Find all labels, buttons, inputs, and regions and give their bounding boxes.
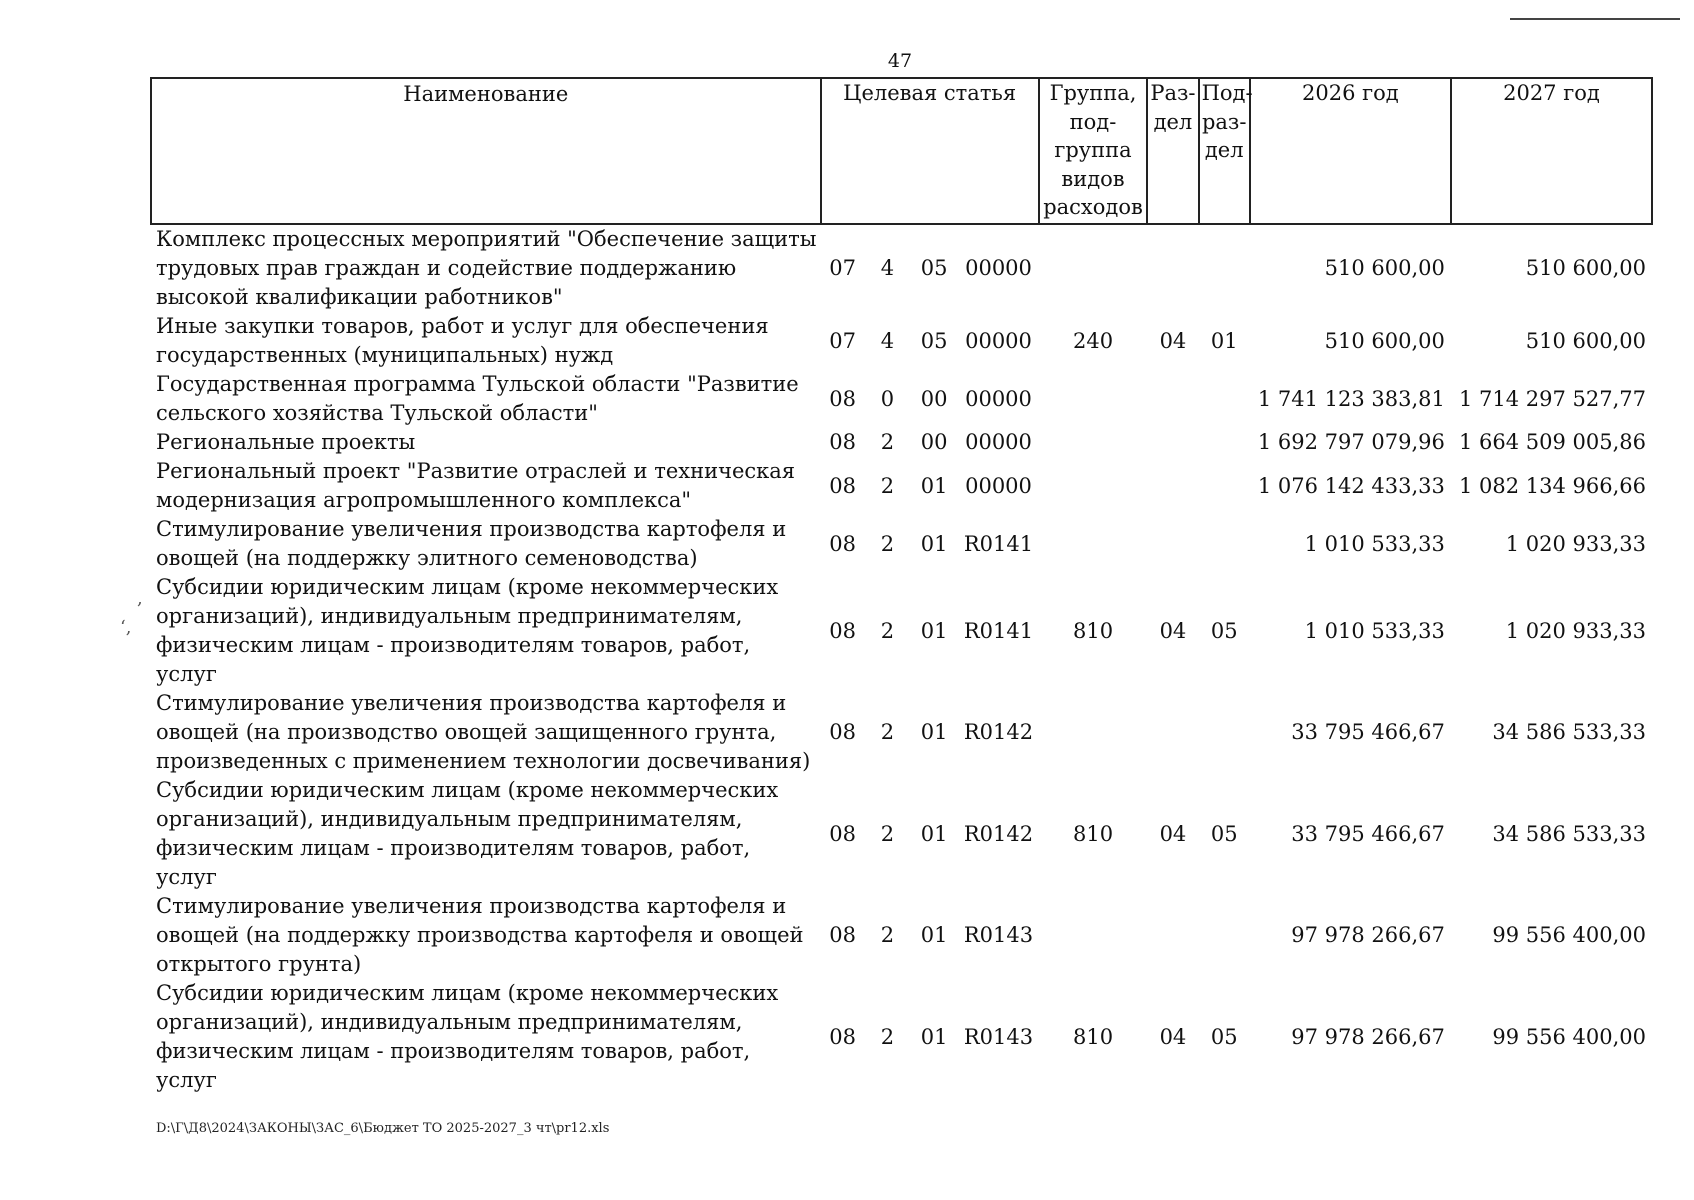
code-p2: 2	[880, 473, 895, 498]
group-code	[1039, 515, 1148, 573]
header-subsection: Под- раз- дел	[1199, 78, 1250, 224]
amount-2026: 33 795 466,67	[1291, 821, 1445, 846]
row-name: Региональный проект "Развитие отраслей и техническая модернизация агропромышленного комплекса"	[156, 459, 796, 512]
header-name: Наименование	[151, 78, 821, 224]
group-code	[1039, 892, 1148, 979]
code-p4: 00000	[965, 386, 1032, 411]
section-code: 04	[1159, 328, 1187, 353]
subsection-code	[1199, 892, 1250, 979]
code-p4: 00000	[965, 473, 1032, 498]
code-p2: 2	[880, 821, 895, 846]
subsection-code: 05	[1210, 821, 1238, 846]
code-p3: 01	[920, 821, 948, 846]
row-name: Региональные проекты	[156, 430, 416, 454]
row-name: Субсидии юридическим лицам (кроме некоммерческих организаций), индивидуальным предпринимателям, физическим лицам - производителям товаров, работ, услуг	[156, 575, 779, 686]
amount-2027: 34 586 533,33	[1492, 821, 1646, 846]
code-p2: 2	[880, 720, 895, 744]
amount-2026: 510 600,00	[1324, 256, 1445, 280]
header-section: Раз- дел	[1147, 78, 1198, 224]
code-p2: 2	[880, 1024, 895, 1049]
amount-2027: 1 714 297 527,77	[1458, 386, 1646, 411]
amount-2026: 97 978 266,67	[1291, 1024, 1445, 1049]
code-p3: 00	[920, 430, 948, 454]
group-code: 810	[1072, 618, 1114, 643]
code-p1: 07	[829, 256, 857, 280]
code-p1: 08	[829, 618, 857, 643]
section-code	[1147, 428, 1198, 457]
code-p3: 05	[920, 256, 948, 280]
code-p3: 00	[920, 386, 948, 411]
code-p1: 08	[829, 923, 857, 947]
code-p3: 05	[920, 328, 948, 353]
row-name: Стимулирование увеличения производства картофеля и овощей (на поддержку производства картофеля и овощей открытого грунта)	[156, 894, 804, 976]
code-p3: 01	[920, 473, 948, 498]
top-rule	[1510, 18, 1680, 20]
section-code	[1147, 457, 1198, 515]
code-p4: R0142	[963, 821, 1034, 846]
code-p4: 00000	[965, 256, 1032, 280]
code-p4: R0141	[963, 531, 1034, 556]
code-p4: R0142	[963, 720, 1034, 744]
section-code	[1147, 892, 1198, 979]
row-name: Субсидии юридическим лицам (кроме некоммерческих организаций), индивидуальным предпринимателям, физическим лицам - производителям товаров, работ, услуг	[156, 778, 779, 889]
group-code: 810	[1072, 821, 1114, 846]
code-p2: 2	[880, 531, 895, 556]
subsection-code	[1199, 370, 1250, 428]
table-row	[151, 224, 1652, 312]
subsection-code	[1199, 515, 1250, 573]
code-p2: 4	[880, 256, 895, 280]
row-name: Субсидии юридическим лицам (кроме некоммерческих организаций), индивидуальным предпринимателям, физическим лицам - производителям товаров, работ, услуг	[156, 981, 779, 1092]
amount-2026: 1 010 533,33	[1304, 618, 1445, 643]
amount-2026: 1 741 123 383,81	[1257, 386, 1445, 411]
header-group: Группа, под- группа видов расходов	[1039, 78, 1148, 224]
code-p4: R0143	[963, 1024, 1034, 1049]
code-p2: 2	[880, 618, 895, 643]
amount-2027: 1 020 933,33	[1505, 618, 1646, 643]
code-p1: 08	[829, 473, 857, 498]
code-p2: 2	[880, 923, 895, 947]
row-name: Стимулирование увеличения производства картофеля и овощей (на поддержку элитного семеноводства)	[156, 517, 787, 570]
amount-2027: 34 586 533,33	[1492, 720, 1646, 744]
table-row	[151, 776, 1652, 892]
amount-2026: 97 978 266,67	[1291, 923, 1445, 947]
footer-file-path: D:\Г\Д8\2024\ЗАКОНЫ\ЗАС_6\Бюджет ТО 2025-2027_3 чт\pr12.xls	[156, 1121, 610, 1136]
code-p1: 07	[829, 328, 857, 353]
table-row	[151, 515, 1652, 573]
amount-2026: 33 795 466,67	[1291, 720, 1445, 744]
code-p4: R0143	[963, 923, 1034, 947]
code-p3: 01	[920, 531, 948, 556]
code-p1: 08	[829, 1024, 857, 1049]
code-p3: 01	[920, 720, 948, 744]
subsection-code: 05	[1210, 618, 1238, 643]
amount-2026: 1 692 797 079,96	[1257, 430, 1445, 454]
subsection-code	[1199, 428, 1250, 457]
amount-2027: 510 600,00	[1525, 256, 1646, 280]
code-p3: 01	[920, 923, 948, 947]
amount-2027: 1 020 933,33	[1505, 531, 1646, 556]
table-row	[151, 457, 1652, 515]
row-name: Стимулирование увеличения производства картофеля и овощей (на производство овощей защищенного грунта, произведенных с применением технологии досвечивания)	[156, 691, 811, 773]
amount-2026: 510 600,00	[1324, 328, 1445, 353]
code-p1: 08	[829, 720, 857, 744]
table-row	[151, 370, 1652, 428]
group-code: 240	[1072, 328, 1114, 353]
group-code: 810	[1072, 1024, 1114, 1049]
amount-2027: 99 556 400,00	[1492, 1024, 1646, 1049]
subsection-code	[1199, 457, 1250, 515]
section-code: 04	[1159, 618, 1187, 643]
code-p3: 01	[920, 1024, 948, 1049]
table-row	[151, 892, 1652, 979]
group-code	[1039, 457, 1148, 515]
code-p2: 0	[880, 386, 895, 411]
header-2027: 2027 год	[1451, 78, 1652, 224]
code-p4: R0141	[963, 618, 1034, 643]
section-code	[1147, 689, 1198, 776]
subsection-code	[1199, 224, 1250, 312]
amount-2027: 510 600,00	[1525, 328, 1646, 353]
code-p2: 2	[880, 430, 895, 454]
group-code	[1039, 689, 1148, 776]
code-p2: 4	[880, 328, 895, 353]
section-code	[1147, 224, 1198, 312]
subsection-code	[1199, 689, 1250, 776]
code-p1: 08	[829, 430, 857, 454]
amount-2027: 99 556 400,00	[1492, 923, 1646, 947]
subsection-code: 05	[1210, 1024, 1238, 1049]
amount-2027: 1 082 134 966,66	[1458, 473, 1646, 498]
table-row	[151, 428, 1652, 457]
header-2026: 2026 год	[1250, 78, 1451, 224]
group-code	[1039, 370, 1148, 428]
header-target-article: Целевая статья	[821, 78, 1039, 224]
code-p4: 00000	[965, 430, 1032, 454]
code-p4: 00000	[965, 328, 1032, 353]
code-p3: 01	[920, 618, 948, 643]
row-name: Комплекс процессных мероприятий "Обеспечение защиты трудовых прав граждан и содействие поддержанию высокой квалификации работников"	[156, 227, 817, 309]
table-row	[151, 312, 1652, 370]
code-p1: 08	[829, 821, 857, 846]
table-row	[151, 573, 1652, 689]
amount-2026: 1 076 142 433,33	[1257, 473, 1445, 498]
table-row	[151, 979, 1652, 1095]
subsection-code: 01	[1210, 328, 1238, 353]
section-code: 04	[1159, 821, 1187, 846]
section-code	[1147, 370, 1198, 428]
table-header-row	[151, 78, 1652, 224]
table-row	[151, 689, 1652, 776]
row-name: Иные закупки товаров, работ и услуг для обеспечения государственных (муниципальных) нужд	[156, 314, 769, 367]
group-code	[1039, 224, 1148, 312]
margin-mark: ʻ,	[120, 617, 132, 638]
section-code: 04	[1159, 1024, 1187, 1049]
margin-mark: ,	[137, 588, 143, 609]
group-code	[1039, 428, 1148, 457]
code-p1: 08	[829, 386, 857, 411]
code-p1: 08	[829, 531, 857, 556]
section-code	[1147, 515, 1198, 573]
budget-table	[150, 77, 1653, 1095]
amount-2027: 1 664 509 005,86	[1458, 430, 1646, 454]
row-name: Государственная программа Тульской области "Развитие сельского хозяйства Тульской области"	[156, 372, 799, 425]
amount-2026: 1 010 533,33	[1304, 531, 1445, 556]
page-number: 47	[887, 50, 913, 72]
